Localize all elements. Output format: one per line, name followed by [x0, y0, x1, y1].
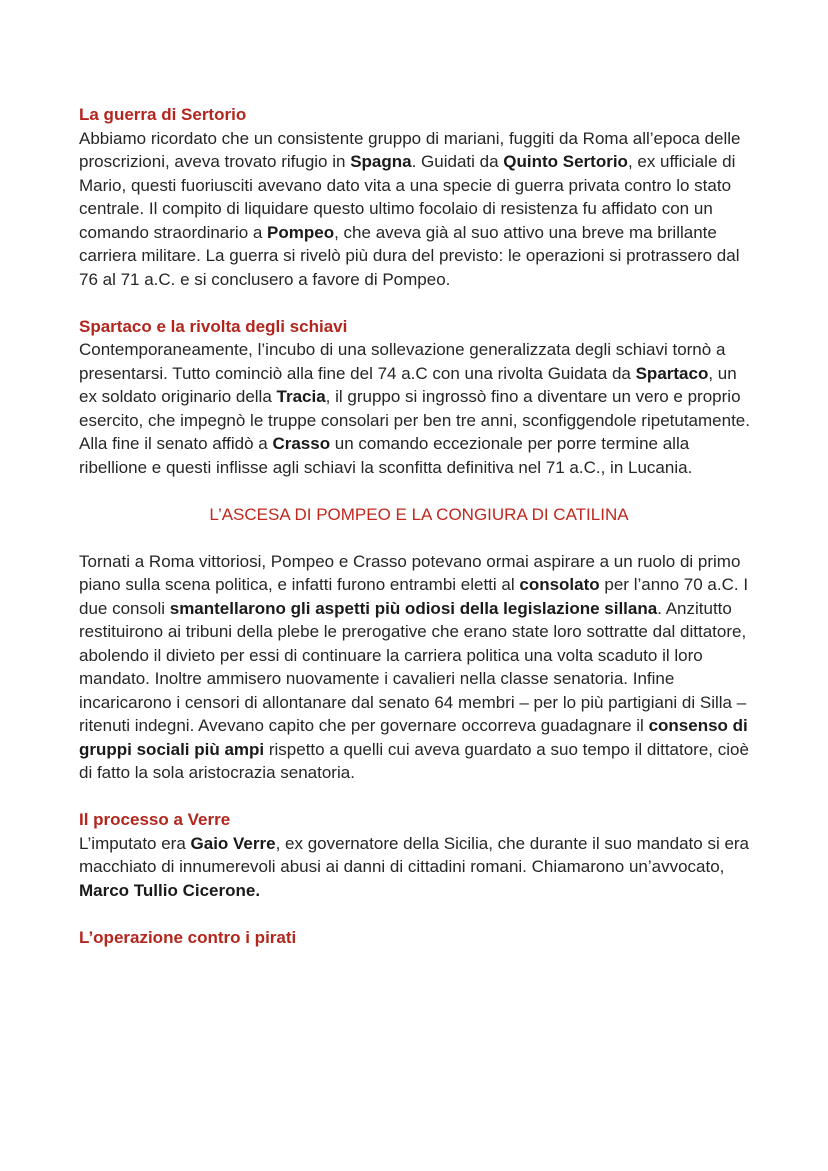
- paragraph-sertorio: Abbiamo ricordato che un consistente gruppo di mariani, fuggiti da Roma all’epoca delle proscrizioni, aveva trovato rifugio in Spagna. Guidati da Quinto Sertorio, ex ufficiale di Mario, questi fuoriusciti avevano dato vita a una specie di guerra privata contro lo stato centrale. Il compito di liquidare questo ultimo focolaio di resistenza fu affidato con un comando straordinario a Pompeo, che aveva già al suo attivo una breve ma brillante carriera militare. La guerra si rivelò più dura del previsto: le operazioni si protrassero dal 76 al 71 a.C. e si conclusero a favore di Pompeo.: [79, 128, 741, 289]
- chapter-title: L’ASCESA DI POMPEO E LA CONGIURA DI CATILINA: [209, 504, 629, 524]
- paragraph-spartaco: Contemporaneamente, l’incubo di una sollevazione generalizzata degli schiavi tornò a presentarsi. Tutto cominciò alla fine del 74 a.C con una rivolta Guidata da Spartaco, un ex soldato originario della Tracia, il gruppo si ingrossò fino a diventare un vero e proprio esercito, che impegnò le truppe consolari per ben tre anni, sconfiggendole ripetutamente. Alla fine il senato affidò a Crasso un comando eccezionale per porre termine alla ribellione e questi inflisse agli schiavi la sconfitta definitiva nel 71 a.C., in Lucania.: [79, 340, 750, 477]
- heading-verre: Il processo a Verre: [79, 810, 231, 829]
- heading-pirati: L’operazione contro i pirati: [79, 927, 297, 947]
- heading-sertorio: La guerra di Sertorio: [79, 105, 247, 124]
- paragraph-ascesa-pompeo: Tornati a Roma vittoriosi, Pompeo e Crasso potevano ormai aspirare a un ruolo di primo piano sulla scena politica, e infatti furono entrambi eletti al consolato per l’anno 70 a.C. I due consoli smantellarono gli aspetti più odiosi della legislazione sillana. Anzitutto restituirono ai tribuni della plebe le prerogative che erano state loro sottratte dal dittatore, abolendo il divieto per essi di continuare la carriera politica una volta scaduto il loro mandato. Inoltre ammisero nuovamente i cavalieri nella classe senatoria. Infine incaricarono i censori di allontanare dal senato 64 membri – per lo più partigiani di Silla – ritenuti indegni. Avevano capito che per governare occorreva guadagnare il consenso di gruppi sociali più ampi rispetto a quelli cui aveva guardato a suo tempo il dittatore, cioè di fatto la sola aristocrazia senatoria.: [79, 551, 749, 782]
- heading-spartaco: Spartaco e la rivolta degli schiavi: [79, 316, 348, 336]
- paragraph-verre: L’imputato era Gaio Verre, ex governatore della Sicilia, che durante il suo mandato si era macchiato di innumerevoli abusi ai danni di cittadini romani. Chiamarono un’avvocato, Marco Tullio Cicerone.: [79, 833, 750, 900]
- document-page: [79, 103, 759, 949]
